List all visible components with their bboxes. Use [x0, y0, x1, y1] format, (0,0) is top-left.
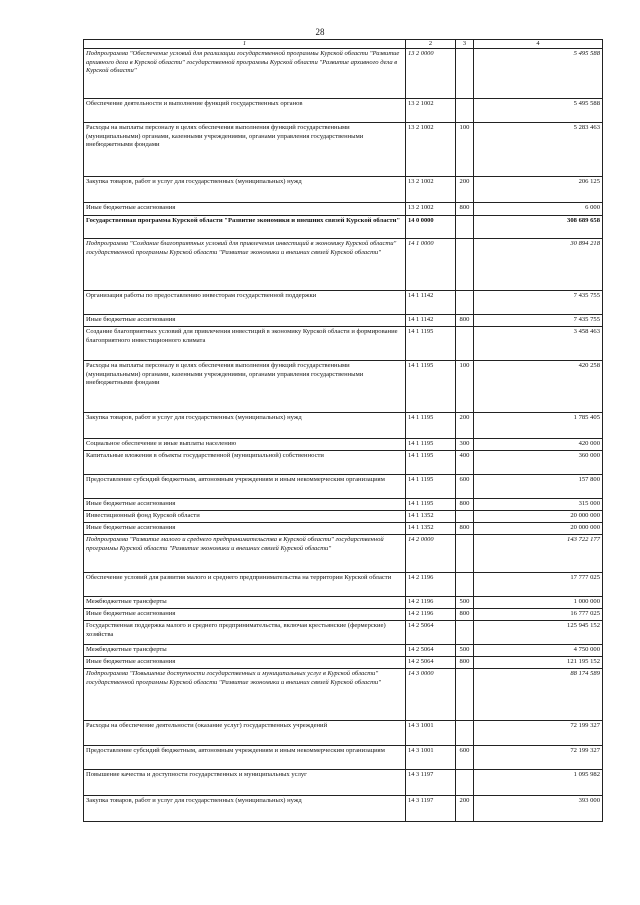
table-row	[84, 49, 603, 99]
row-expense-type-cell	[456, 669, 474, 721]
table-row	[84, 499, 603, 511]
row-expense-type-cell: 500	[456, 645, 474, 657]
row-name-cell: Повышение качества и доступности государственных и муниципальных услуг	[84, 770, 406, 796]
row-expense-type-cell	[456, 291, 474, 315]
row-expense-type-cell: 800	[456, 609, 474, 621]
row-name-cell: Подпрограмма "Создание благоприятных условий для привлечения инвестиций в экономику Курской области" государственной программы Курской области "Развитие экономики и внешних связей Курской области"	[84, 239, 406, 291]
row-expense-type-cell	[456, 621, 474, 645]
table-row	[84, 327, 603, 361]
row-name-cell: Предоставление субсидий бюджетным, автономным учреждениям и иным некоммерческим организациям	[84, 746, 406, 770]
row-expense-type-cell	[456, 49, 474, 99]
row-code-cell: 14 1 1352	[406, 511, 456, 523]
row-name-cell: Создание благоприятных условий для привлечения инвестиций в экономику Курской области и формирование благоприятного инвестиционного климата	[84, 327, 406, 361]
row-code-cell: 14 2 5064	[406, 657, 456, 669]
row-code-cell: 14 2 1196	[406, 597, 456, 609]
row-sum-cell: 157 800	[474, 475, 603, 499]
row-code-cell: 13 2 1002	[406, 99, 456, 123]
table-row	[84, 609, 603, 621]
table-row	[84, 451, 603, 475]
row-sum-cell: 143 722 177	[474, 535, 603, 573]
row-sum-cell: 4 750 000	[474, 645, 603, 657]
row-expense-type-cell: 800	[456, 657, 474, 669]
row-name-cell: Расходы на обеспечение деятельности (оказание услуг) государственных учреждений	[84, 721, 406, 746]
row-name-cell: Капитальные вложения в объекты государственной (муниципальной) собственности	[84, 451, 406, 475]
row-sum-cell: 17 777 025	[474, 573, 603, 597]
row-code-cell: 14 1 1195	[406, 451, 456, 475]
row-code-cell: 13 2 1002	[406, 203, 456, 216]
header-col-4: 4	[474, 40, 603, 49]
row-sum-cell: 393 000	[474, 796, 603, 822]
table-row	[84, 475, 603, 499]
row-expense-type-cell	[456, 573, 474, 597]
row-code-cell: 14 3 1197	[406, 796, 456, 822]
row-code-cell: 14 2 1196	[406, 573, 456, 597]
row-name-cell: Государственная программа Курской области "Развитие экономики и внешних связей Курской области"	[84, 216, 406, 239]
table-row	[84, 669, 603, 721]
row-sum-cell: 1 785 405	[474, 413, 603, 439]
row-name-cell: Социальное обеспечение и иные выплаты населению	[84, 439, 406, 451]
row-sum-cell: 88 174 589	[474, 669, 603, 721]
row-sum-cell: 121 195 152	[474, 657, 603, 669]
row-sum-cell: 30 894 218	[474, 239, 603, 291]
row-sum-cell: 1 000 000	[474, 597, 603, 609]
header-col-3: 3	[456, 40, 474, 49]
row-code-cell: 14 2 1196	[406, 609, 456, 621]
table-body	[84, 49, 603, 822]
table-row	[84, 535, 603, 573]
table-row	[84, 413, 603, 439]
table-row	[84, 439, 603, 451]
row-name-cell: Подпрограмма "Повышение доступности государственных и муниципальных услуг в Курской области" государственной программы Курской области "Развитие экономики и внешних связей Курской области"	[84, 669, 406, 721]
row-expense-type-cell	[456, 99, 474, 123]
row-code-cell: 14 1 1142	[406, 291, 456, 315]
row-sum-cell: 206 125	[474, 177, 603, 203]
row-sum-cell: 315 000	[474, 499, 603, 511]
row-code-cell: 13 2 0000	[406, 49, 456, 99]
row-code-cell: 14 1 1195	[406, 327, 456, 361]
row-sum-cell: 7 435 755	[474, 315, 603, 327]
row-name-cell: Иные бюджетные ассигнования	[84, 315, 406, 327]
row-expense-type-cell	[456, 770, 474, 796]
row-expense-type-cell: 200	[456, 413, 474, 439]
table-row	[84, 123, 603, 177]
row-sum-cell: 72 199 327	[474, 746, 603, 770]
row-sum-cell: 20 000 000	[474, 523, 603, 535]
row-name-cell: Инвестиционный фонд Курской области	[84, 511, 406, 523]
row-name-cell: Иные бюджетные ассигнования	[84, 609, 406, 621]
table-row	[84, 657, 603, 669]
row-expense-type-cell: 400	[456, 451, 474, 475]
row-name-cell: Расходы на выплаты персоналу в целях обеспечения выполнения функций государственными (муниципальными) органами, казенными учреждениями, органами управления государственными внебюджетными фондами	[84, 123, 406, 177]
row-sum-cell: 1 095 982	[474, 770, 603, 796]
row-sum-cell: 7 435 755	[474, 291, 603, 315]
row-expense-type-cell: 500	[456, 597, 474, 609]
row-code-cell: 14 2 5064	[406, 645, 456, 657]
row-code-cell: 14 3 0000	[406, 669, 456, 721]
row-name-cell: Закупка товаров, работ и услуг для государственных (муниципальных) нужд	[84, 413, 406, 439]
row-expense-type-cell: 200	[456, 177, 474, 203]
row-code-cell: 14 1 0000	[406, 239, 456, 291]
row-name-cell: Межбюджетные трансферты	[84, 645, 406, 657]
row-code-cell: 14 2 0000	[406, 535, 456, 573]
row-code-cell: 14 1 1195	[406, 499, 456, 511]
row-expense-type-cell: 100	[456, 123, 474, 177]
row-name-cell: Подпрограмма "Обеспечение условий для реализации государственной программы Курской области "Развитие архивного дела в Курской области" государственной программы Курской области "Развитие архивного дела в Курской области"	[84, 49, 406, 99]
row-expense-type-cell: 800	[456, 499, 474, 511]
row-code-cell: 14 1 1195	[406, 439, 456, 451]
row-name-cell: Закупка товаров, работ и услуг для государственных (муниципальных) нужд	[84, 177, 406, 203]
table-row	[84, 721, 603, 746]
row-code-cell: 14 1 1195	[406, 361, 456, 413]
table-row	[84, 621, 603, 645]
table-row	[84, 511, 603, 523]
row-sum-cell: 5 495 588	[474, 99, 603, 123]
row-sum-cell: 360 000	[474, 451, 603, 475]
row-name-cell: Иные бюджетные ассигнования	[84, 523, 406, 535]
row-sum-cell: 16 777 025	[474, 609, 603, 621]
row-expense-type-cell: 600	[456, 475, 474, 499]
table-row	[84, 573, 603, 597]
row-code-cell: 14 1 1195	[406, 413, 456, 439]
table-row	[84, 291, 603, 315]
table-row	[84, 177, 603, 203]
row-code-cell: 14 3 1197	[406, 770, 456, 796]
row-expense-type-cell	[456, 511, 474, 523]
row-code-cell: 14 1 1352	[406, 523, 456, 535]
table-row	[84, 216, 603, 239]
row-name-cell: Иные бюджетные ассигнования	[84, 203, 406, 216]
row-sum-cell: 6 000	[474, 203, 603, 216]
row-code-cell: 14 1 1195	[406, 475, 456, 499]
table-row	[84, 746, 603, 770]
row-expense-type-cell: 600	[456, 746, 474, 770]
table-row	[84, 99, 603, 123]
row-sum-cell: 72 199 327	[474, 721, 603, 746]
row-name-cell: Организация работы по предоставлению инвесторам государственной поддержки	[84, 291, 406, 315]
row-name-cell: Иные бюджетные ассигнования	[84, 499, 406, 511]
row-code-cell: 14 3 1001	[406, 746, 456, 770]
row-name-cell: Предоставление субсидий бюджетным, автономным учреждениям и иным некоммерческим организациям	[84, 475, 406, 499]
row-sum-cell: 420 258	[474, 361, 603, 413]
row-name-cell: Подпрограмма "Развитие малого и среднего предпринимательства в Курской области" государственной программы Курской области "Развитие экономики и внешних связей Курской области"	[84, 535, 406, 573]
row-expense-type-cell	[456, 535, 474, 573]
row-expense-type-cell	[456, 239, 474, 291]
row-expense-type-cell: 300	[456, 439, 474, 451]
row-code-cell: 14 3 1001	[406, 721, 456, 746]
row-name-cell: Обеспечение условий для развития малого и среднего предпринимательства на территории Курской области	[84, 573, 406, 597]
row-expense-type-cell: 200	[456, 796, 474, 822]
row-sum-cell: 20 000 000	[474, 511, 603, 523]
table-row	[84, 523, 603, 535]
row-sum-cell: 3 458 463	[474, 327, 603, 361]
table-row	[84, 770, 603, 796]
row-expense-type-cell: 800	[456, 203, 474, 216]
table-row	[84, 203, 603, 216]
row-name-cell: Обеспечение деятельности и выполнение функций государственных органов	[84, 99, 406, 123]
row-code-cell: 14 0 0000	[406, 216, 456, 239]
row-sum-cell: 420 000	[474, 439, 603, 451]
row-sum-cell: 125 945 152	[474, 621, 603, 645]
page-number: 28	[315, 27, 325, 37]
table-row	[84, 796, 603, 822]
row-code-cell: 13 2 1002	[406, 177, 456, 203]
table-row	[84, 239, 603, 291]
table-header-row	[84, 40, 603, 49]
row-sum-cell: 5 283 463	[474, 123, 603, 177]
row-expense-type-cell	[456, 721, 474, 746]
row-expense-type-cell	[456, 327, 474, 361]
budget-table	[83, 39, 603, 822]
row-name-cell: Расходы на выплаты персоналу в целях обеспечения выполнения функций государственными (муниципальными) органами, казенными учреждениями, органами управления государственными внебюджетными фондами	[84, 361, 406, 413]
row-code-cell: 14 2 5064	[406, 621, 456, 645]
row-expense-type-cell: 100	[456, 361, 474, 413]
header-col-1: 1	[84, 40, 406, 49]
row-code-cell: 14 1 1142	[406, 315, 456, 327]
row-name-cell: Межбюджетные трансферты	[84, 597, 406, 609]
header-col-2: 2	[406, 40, 456, 49]
table-row	[84, 361, 603, 413]
row-name-cell: Закупка товаров, работ и услуг для государственных (муниципальных) нужд	[84, 796, 406, 822]
row-expense-type-cell	[456, 216, 474, 239]
row-expense-type-cell: 800	[456, 523, 474, 535]
row-sum-cell: 5 495 588	[474, 49, 603, 99]
table-row	[84, 315, 603, 327]
row-name-cell: Государственная поддержка малого и среднего предпринимательства, включая крестьянские (фермерские) хозяйства	[84, 621, 406, 645]
table-row	[84, 645, 603, 657]
row-code-cell: 13 2 1002	[406, 123, 456, 177]
table-row	[84, 597, 603, 609]
row-sum-cell: 308 689 658	[474, 216, 603, 239]
row-expense-type-cell: 800	[456, 315, 474, 327]
row-name-cell: Иные бюджетные ассигнования	[84, 657, 406, 669]
